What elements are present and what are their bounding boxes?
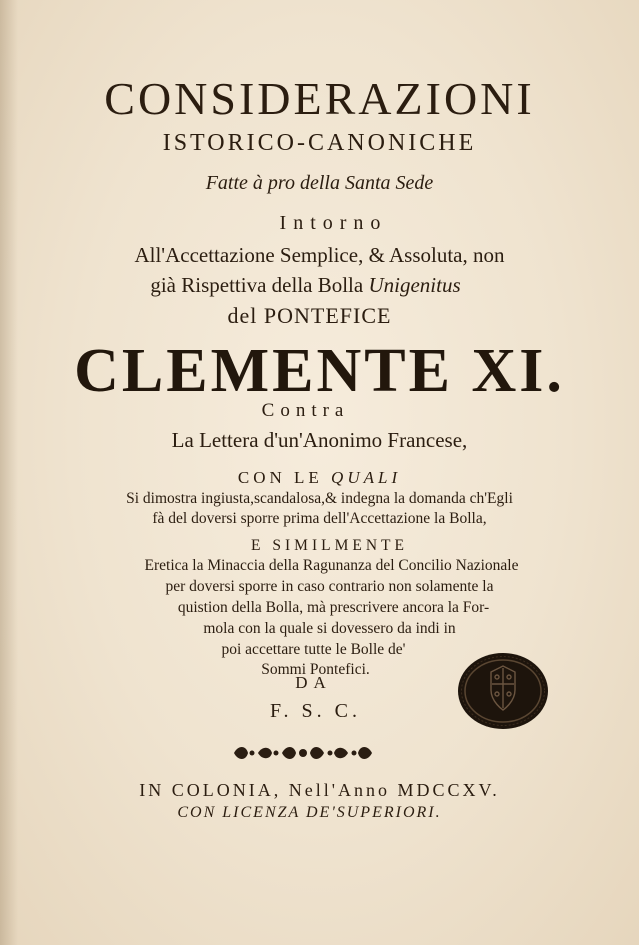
fleuron-ornament-icon	[228, 741, 378, 765]
eretica-line-1: Eretica la Minaccia della Ragunanza del Concilio Nazionale	[144, 557, 519, 574]
library-stamp-icon	[455, 650, 551, 732]
pontefice-line: del PONTEFICE	[227, 303, 392, 328]
licenza-line: CON LICENZA DE'SUPERIORI.	[177, 804, 442, 821]
dimostra-line-2: fà del doversi sporre prima dell'Accettazione la Bolla,	[152, 510, 487, 527]
rispettiva-line	[0, 273, 625, 298]
imprint-line: IN COLONIA, Nell'Anno MDCCXV.	[139, 780, 500, 800]
eretica-line-6: Sommi Pontefici.	[261, 661, 370, 678]
rispettiva-text: già Rispettiva della Bolla	[150, 273, 369, 297]
quali-text: QUALI	[331, 468, 402, 487]
made-for-line: Fatte à pro della Santa Sede	[205, 172, 434, 194]
book-title: CONSIDERAZIONI	[104, 73, 535, 124]
contra-heading: Contra	[261, 400, 350, 421]
eretica-line-4: mola con la quale si dovessero da indi in	[203, 620, 456, 637]
similmente-heading: E SIMILMENTE	[251, 537, 408, 554]
eretica-line-3: quistion della Bolla, mà prescrivere ancora la For-	[177, 599, 490, 616]
da-heading: DA	[295, 673, 332, 692]
unigenitus-text: Unigenitus	[368, 273, 461, 297]
book-subtitle: ISTORICO-CANONICHE	[162, 130, 477, 156]
accettazione-line: All'Accettazione Semplice, & Assoluta, non	[134, 243, 505, 267]
dimostra-line-1: Si dimostra ingiusta,scandalosa,& indegna la domanda ch'Egli	[126, 490, 513, 507]
pope-name: CLEMENTE XI.	[74, 337, 565, 405]
con-le-text: CON LE	[237, 468, 332, 487]
author-initials: F. S. C.	[270, 700, 361, 722]
lettera-line: La Lettera d'un'Anonimo Francese,	[171, 428, 468, 452]
eretica-line-2: per doversi sporre in caso contrario non solamente la	[165, 578, 494, 595]
intorno-heading: Intorno	[279, 212, 388, 234]
eretica-line-5: poi accettare tutte le Bolle de'	[221, 641, 406, 658]
con-le-quali-heading	[0, 468, 639, 488]
